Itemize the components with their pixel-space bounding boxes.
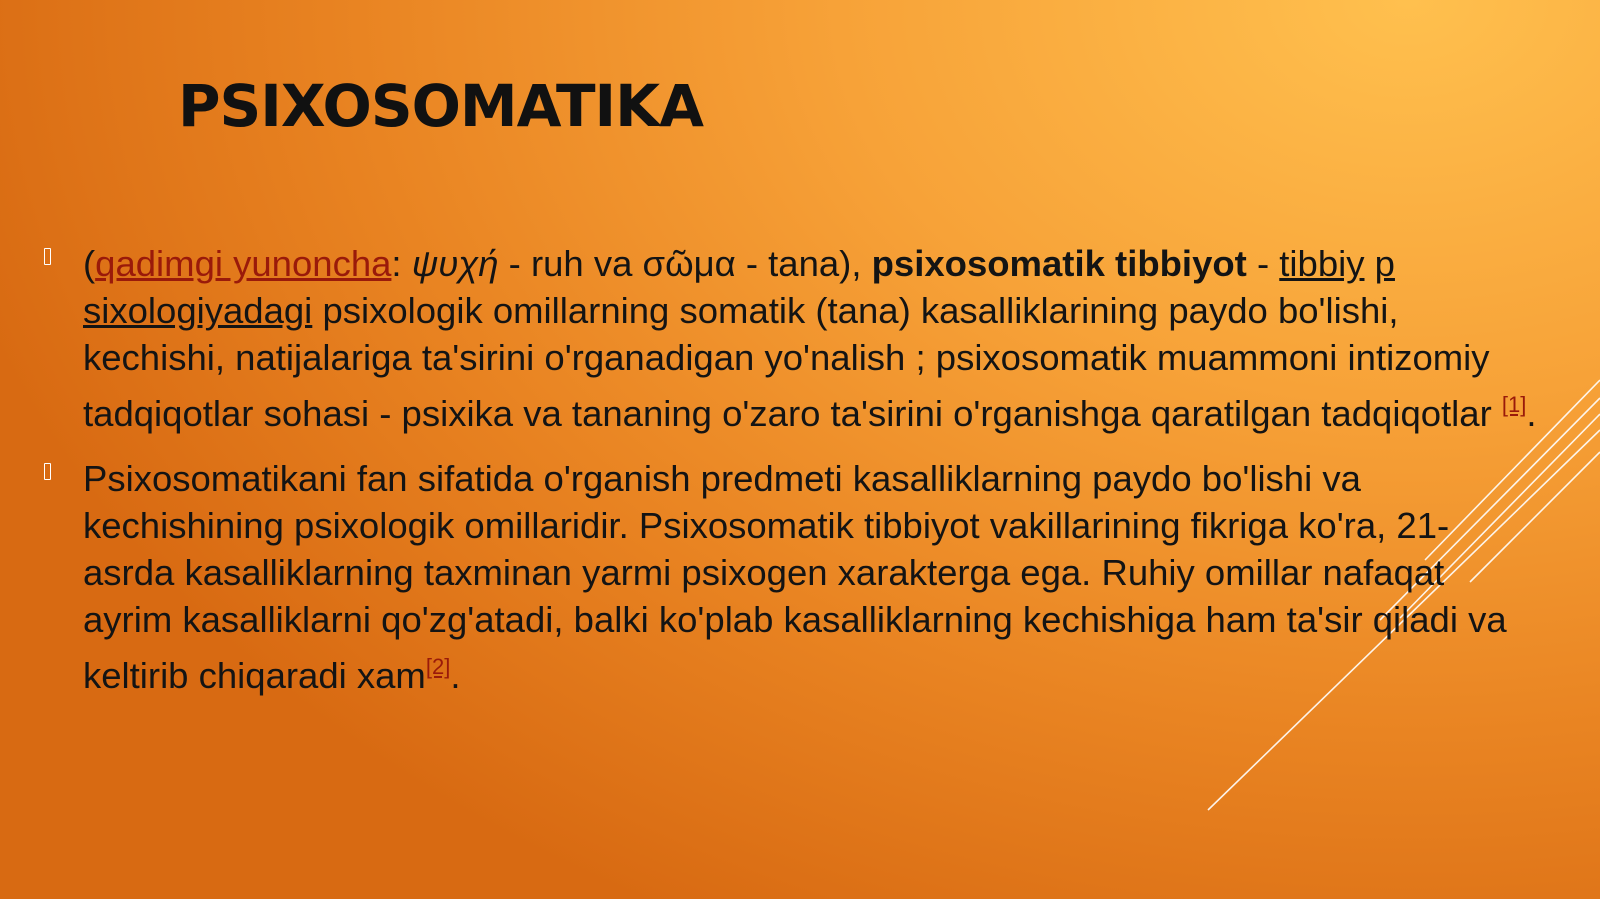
bullet-item-subject [40,455,1540,699]
bullet-item-definition [40,240,1540,437]
bullet-marker-icon [44,463,51,480]
colon-text: : [391,243,412,284]
link-tibbiy[interactable]: tibbiy [1279,243,1365,284]
paragraph-subject [83,455,1540,699]
link-psixologiyadagi-part1[interactable]: p [1374,243,1395,284]
link-qadimgi-yunoncha[interactable]: qadimgi yunoncha [95,243,392,284]
bullet-list [40,240,1540,717]
term-psixosomatik-tibbiyot: psixosomatik tibbiyot [871,243,1247,284]
reference-link-1[interactable]: [1] [1501,392,1527,417]
dash-text: - [1246,243,1280,284]
definition-text-line2: psixologik omillarning somatik (tana) kasalliklarining paydo bo'lishi, [312,290,1399,331]
period-text: . [450,655,461,696]
reference-link-2[interactable]: [2] [425,654,451,679]
slide-title: PSIXOSOMATIKA [178,72,703,140]
subject-text: Psixosomatikani fan sifatida o'rganish predmeti kasalliklarning paydo bo'lishi va kechishining psixologik omillaridir. Psixosomatik tibbiyot vakillarining fikriga ko'ra, 21-asrda kasalliklarning taxminan yarmi psixogen xarakterga ega. Ruhiy omillar nafaqat ayrim kasalliklarni qo'zg'atadi, balki ko'plab kasalliklarning kechishiga ham ta'sir qiladi va keltirib chiqaradi xam [83,458,1507,696]
paragraph-definition [83,240,1540,437]
greek-psyche: ψυχή [411,243,499,284]
definition-text-rest: kechishi, natijalariga ta'sirini o'rganadigan yo'nalish ; psixosomatik muammoni intizomiy tadqiqotlar sohasi - psixika va tananing o'zaro ta'sirini o'rganishga qaratilgan tadqiqotlar [83,337,1502,434]
link-psixologiyadagi-part2[interactable]: sixologiyadagi [83,290,313,331]
greek-gloss-text: - ruh va σῶμα - tana), [498,243,872,284]
period-text: . [1526,393,1537,434]
paren-text: ( [83,243,96,284]
bullet-marker-icon [44,248,51,265]
